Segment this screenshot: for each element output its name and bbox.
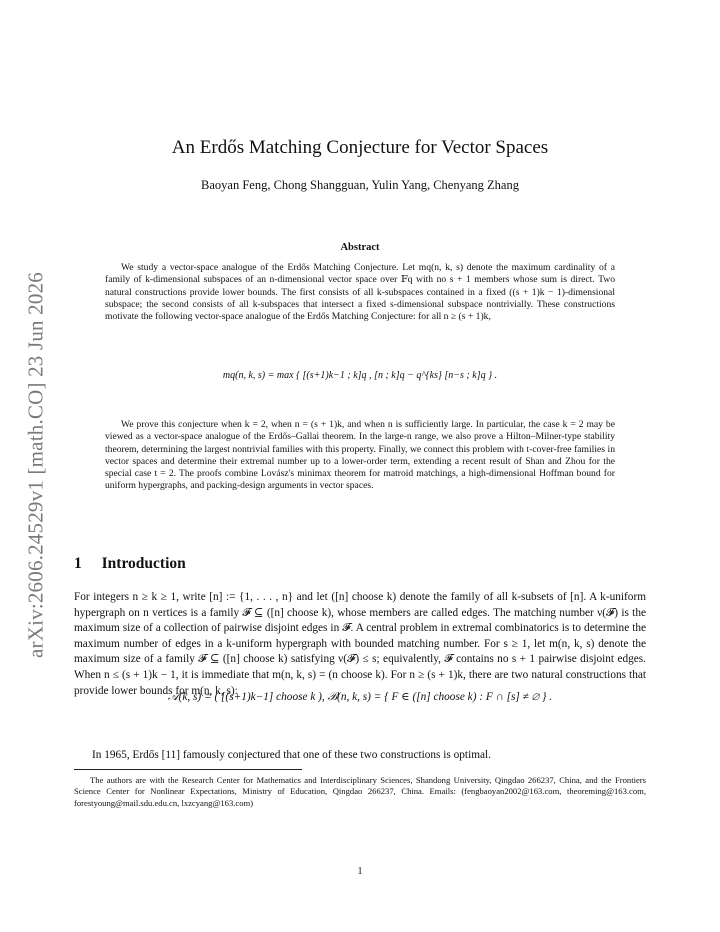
abstract-equation: mq(n, k, s) = max { [(s+1)k−1 ; k]q , [n ; k]q − q^{ks} [n−s ; k]q } . [222,370,498,381]
footnote: The authors are with the Research Center for Mathematics and Interdisciplinary Sciences, Shandong University, Qingdao 266237, China, and the Frontiers Science Center for Nonlinear Expectations, Ministry of Education, Qingdao 266237, China. Emails: (fengbaoyan2002@163.com, theoreming@163.com, forestyoung@mail.sdu.edu.cn, lxzcyang@163.com) [74,775,646,808]
paper-authors: Baoyan Feng, Chong Shangguan, Yulin Yang, Chenyang Zhang [201,178,519,192]
section-heading [74,555,186,573]
arxiv-identifier: arXiv:2606.24529v1 [math.CO] 23 Jun 2026 [23,272,48,658]
intro-equation: 𝒜(k, s) = ( [(s+1)k−1] choose k ), ℬ(n, k, s) = { F ∈ ([n] choose k) : F ∩ [s] ≠ ∅ } . [167,691,553,703]
intro-paragraph-1: For integers n ≥ k ≥ 1, write [n] := {1, . . . , n} and let ([n] choose k) denote the family of all k-subsets of [n]. A k-uniform hypergraph on n vertices is a family 𝓕 ⊆ ([n] choose k), whose members are called edges. The matching number ν(𝓕) is the maximum size of a collection of pairwise disjoint edges in 𝓕. A central problem in extremal combinatorics is to determine the maximum number of edges in a k-uniform hypergraph with bounded matching number. For s ≥ 1, let m(n, k, s) denote the maximum size of a family 𝓕 ⊆ ([n] choose k) satisfying ν(𝓕) ≤ s; equivalently, 𝓕 contains no s + 1 pairwise disjoint edges. When n ≤ (s + 1)k − 1, it is immediate that m(n, k, s) = (n choose k). For n ≥ (s + 1)k, there are two natural constructions that provide lower bounds for m(n, k, s): [74,591,646,697]
arxiv-identifier-sidebar [22,246,50,684]
footnote-rule [74,769,302,770]
section-number: 1 [74,555,82,572]
intro-paragraph-2: In 1965, Erdős [11] famously conjectured that one of these two constructions is optimal. [92,749,491,761]
abstract-paragraph-2: We prove this conjecture when k = 2, when n = (s + 1)k, and when n is sufficiently large. In particular, the case k = 2 may be viewed as a vector-space analogue of the Erdős–Gallai theorem. In the large-n range, we also prove a Hilton–Milner-type stability theorem, determining the largest nontrivial families with this property. Finally, we connect this problem with t-cover-free families in vector spaces and determine their extremal number up to a lower-order term, extending a recent result of Shan and Zhou for the special case t = 2. The proofs combine Lovász's minimax theorem for matroid matchings, a high-dimensional Hoffman bound for uniform hypergraphs, and packing-design arguments in vector spaces. [105,419,615,492]
page-number: 1 [357,866,363,877]
section-title: Introduction [101,555,186,572]
abstract-heading: Abstract [340,242,380,253]
paper-title: An Erdős Matching Conjecture for Vector Spaces [171,137,549,158]
abstract-paragraph-1: We study a vector-space analogue of the Erdős Matching Conjecture. Let mq(n, k, s) denote the maximum cardinality of a family of k-dimensional subspaces of an n-dimensional vector space over 𝔽q with no s + 1 members whose sum is direct. Two natural constructions provide lower bounds. The first consists of all k-subspaces contained in a fixed ((s + 1)k − 1)-dimensional subspace; the second consists of all k-subspaces that intersect a fixed s-dimensional subspace nontrivially. These constructions motivate the following vector-space analogue of the Erdős Matching Conjecture: for all n ≥ (s + 1)k, [105,262,615,323]
